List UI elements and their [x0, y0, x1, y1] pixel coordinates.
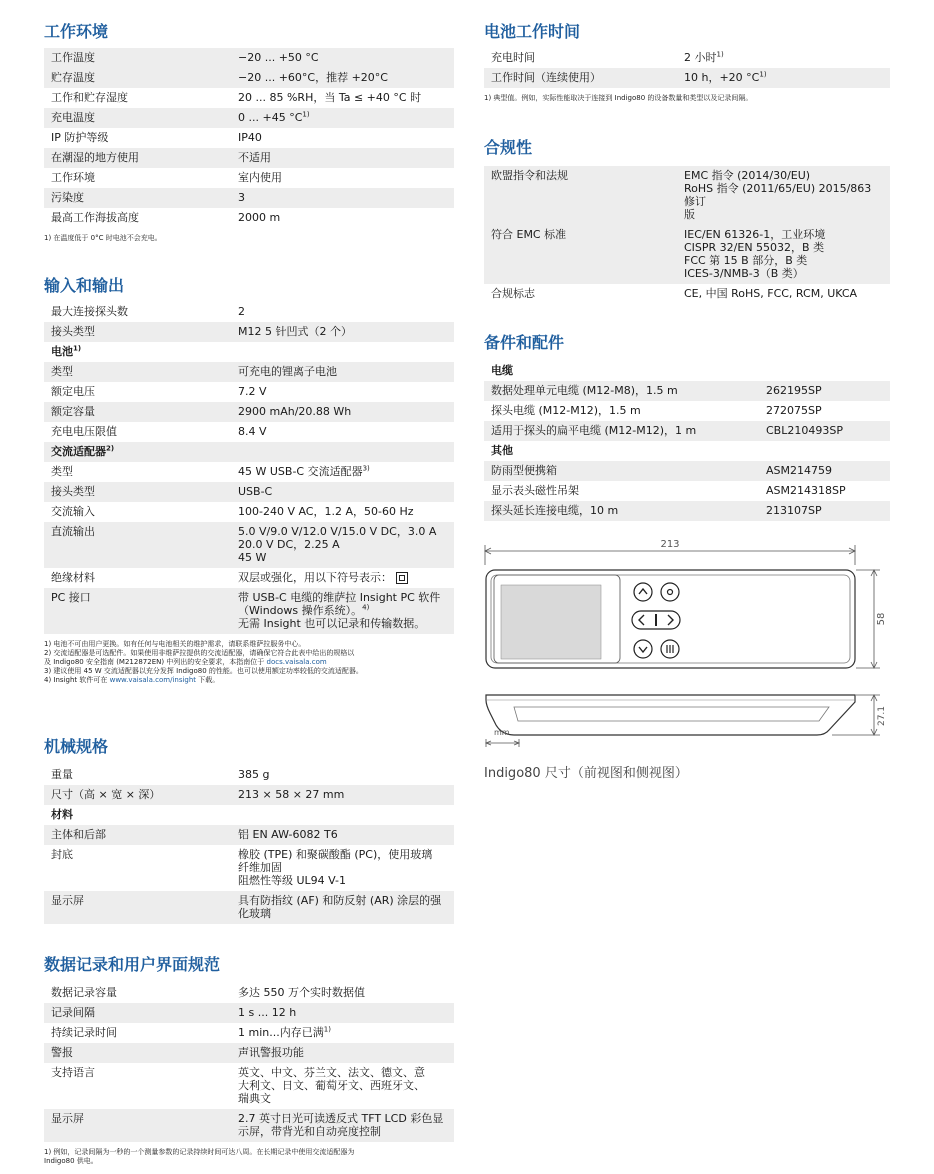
table-row: 交流输入 100-240 V AC，1.2 A，50-60 Hz: [51, 505, 414, 518]
spares-section: [484, 333, 890, 521]
io-title: 输入和输出: [44, 276, 125, 295]
compliance-table: [484, 166, 890, 304]
env-table: [44, 48, 454, 228]
spares-table: [484, 361, 890, 521]
table-row: 警报 声讯警报功能: [44, 1043, 454, 1063]
table-row: 充电温度 0 ... +45 $^\circ C^{1)}$: [44, 108, 454, 128]
env-footnote: 1) 在温度低于 0°C 时电池不会充电。: [44, 234, 162, 242]
table-row: 接头类型 USB-C: [44, 482, 454, 502]
device-side-view: [486, 695, 855, 735]
table-row: 显示屏 2.7 英寸日光可读透反式 TFT LCD 彩色显 示屏，带背光和自动亮度控制: [44, 1109, 454, 1142]
table-row: 重量 385 g: [51, 768, 270, 781]
table-row: 封底 橡胶 (TPE) 和聚碳酸酯 (PC)，使用玻璃 纤维加固 阻燃性等级 UL94 V-1: [51, 848, 433, 887]
docs-link[interactable]: docs.vaisala.com: [266, 658, 327, 666]
env-title: 工作环境: [44, 22, 109, 41]
table-row: 数据处理单元电缆 (M12-M8)，1.5 m 262195SP: [484, 381, 890, 401]
table-row: 其他: [491, 444, 513, 457]
table-row: 持续记录时间 1 min...内存已满$^{1)}$: [51, 1025, 331, 1039]
table-row: 电缆: [491, 364, 513, 377]
mech-table: [44, 765, 454, 924]
env-section: [44, 22, 454, 243]
spares-title: 备件和配件: [484, 333, 565, 352]
table-row: PC 接口 带 USB-C 电缆的维萨拉 Insight PC 软件 （Windows 操作系统）。$^{4)}$ 无需 Insight 也可以记录和传输数据。: [44, 588, 454, 634]
table-row: 工作环境 室内使用: [51, 171, 282, 184]
table-row: 工作和贮存湿度 20 ... 85 %RH，当 Ta ≤ +40 °C 时: [51, 91, 422, 104]
table-row: 接头类型 M12 5 针凹式（2 个）: [44, 322, 454, 342]
table-row: 防雨型便携箱 ASM214759: [484, 461, 890, 481]
io-table: [44, 302, 454, 634]
double-insulation-icon: [396, 572, 408, 584]
table-row: 交流适配器$^{2)}$: [44, 442, 454, 462]
table-row: 类型 可充电的锂离子电池: [44, 362, 454, 382]
table-row: 欧盟指令和法规 EMC 指令 (2014/30/EU) RoHS 指令 (2011/65/EU) 2015/863 修订 版: [484, 166, 890, 225]
table-row: 充电时间 2 小时$^{1)}$: [491, 50, 724, 64]
insight-link[interactable]: www.vaisala.com/insight: [109, 676, 197, 684]
compliance-section: [484, 138, 890, 304]
log-table: [44, 983, 454, 1142]
down-button-icon: [634, 640, 652, 658]
table-row: 污染度 3: [44, 188, 454, 208]
height-label: 58: [876, 612, 887, 626]
log-title: 数据记录和用户界面规范: [44, 955, 221, 974]
table-row: 电池$^{1)}$: [51, 344, 82, 358]
table-row: 在潮湿的地方使用 不适用: [44, 148, 454, 168]
table-row: 数据记录容量 多达 550 万个实时数据值: [51, 986, 365, 999]
battery-table: [484, 48, 890, 88]
table-row: 记录间隔 1 s ... 12 h: [44, 1003, 454, 1023]
table-row: 绝缘材料 双层或强化，用以下符号表示：: [44, 568, 454, 588]
table-row: 显示表头磁性吊架 ASM214318SP: [491, 484, 846, 497]
mech-section: [44, 737, 454, 924]
drawing-caption: Indigo80 尺寸（前视图和侧视图）: [484, 766, 688, 781]
table-row: 探头电缆 (M12-M12)，1.5 m 272075SP: [491, 404, 822, 417]
table-row: 材料: [51, 808, 73, 821]
table-row: 直流输出 5.0 V/9.0 V/12.0 V/15.0 V DC，3.0 A 20.0 V DC，2.25 A 45 W: [44, 522, 454, 568]
log-section: [44, 955, 454, 1166]
mech-title: 机械规格: [44, 737, 109, 756]
table-row: IP 防护等级 IP40: [51, 131, 262, 144]
screen-area: [501, 585, 601, 659]
log-footnote: 1) 例如，记录间隔为一秒的一个测量参数的记录持续时间可达八周。在长期记录中使用交流适配器为 Indigo80 供电。: [44, 1148, 355, 1165]
table-row: 尺寸（高 × 宽 × 深） 213 × 58 × 27 mm: [44, 785, 454, 805]
io-section: [44, 276, 454, 685]
battery-title: 电池工作时间: [484, 22, 581, 41]
width-label: 213: [660, 539, 680, 550]
table-row: 主体和后部 铝 EN AW-6082 T6: [44, 825, 454, 845]
battery-footnote: 1) 典型值。例如，实际性能取决于连接到 Indigo80 的设备数量和类型以及记录间隔。: [484, 94, 753, 102]
compliance-title: 合规性: [484, 138, 533, 157]
table-row: 显示屏 具有防指纹 (AF) 和防反射 (AR) 涂层的强 化玻璃: [44, 891, 454, 924]
device-drawing: [484, 535, 890, 755]
depth-label: 27.1: [877, 705, 887, 727]
table-row: 最高工作海拔高度 2000 m: [51, 211, 281, 224]
table-row: 贮存温度 −20 ... +60°C，推荐 +20°C: [44, 68, 454, 88]
dimension-drawing: [484, 535, 890, 785]
table-row: 适用于探头的扁平电缆 (M12-M12)，1 m CBL210493SP: [484, 421, 890, 441]
unit-scale: [486, 739, 519, 747]
table-row: 工作时间（连续使用） 10 h，+20 $^\circ C^{1)}$: [484, 68, 890, 88]
unit-label: mm: [494, 728, 510, 737]
table-row: 额定容量 2900 mAh/20.88 Wh: [44, 402, 454, 422]
device-front-view: [486, 570, 855, 668]
table-row: 最大连接探头数 2: [51, 305, 245, 318]
up-button-icon: [634, 583, 652, 601]
table-row: 符合 EMC 标准 IEC/EN 61326-1，工业环境 CISPR 32/EN 55032，B 类 FCC 第 15 B 部分，B 类 ICES-3/NMB-3（B 类）: [484, 225, 890, 284]
table-row: 额定电压 7.2 V: [51, 385, 267, 398]
battery-section: [484, 22, 890, 103]
io-footnotes: 1) 电池不可由用户更换。如有任何与电池相关的维护需求，请联系维萨拉服务中心。 2) 交流适配器是可选配件。如果使用非维萨拉提供的交流适配器，请确保它符合此表中给出的规格以 及 Indigo80 安全指南 (M212872EN) 中列出的安全要求，本指南位于 docs.vaisala.com 3) 建议使用 45 W 交流适配器以充分发挥 Indigo80 的性能。也可以使用额定功率较低的交流适配器。 4) Insight 软件可在 www.vaisala.com/insight 下载。: [44, 640, 363, 684]
table-row: 探头延长连接电缆，10 m 213107SP: [484, 501, 890, 521]
table-row: 合规标志 CE, 中国 RoHS, FCC, RCM, UKCA: [491, 287, 858, 300]
table-row: 充电电压限值 8.4 V: [51, 425, 267, 438]
table-row: 支持语言 英文、中文、芬兰文、法文、德文、意 大利文、日文、葡萄牙文、西班牙文、 瑞典文: [51, 1066, 425, 1105]
table-row: 工作温度 −20 ... +50 °C: [44, 48, 454, 68]
power-button-icon: [661, 583, 679, 601]
table-row: 类型 45 W USB-C 交流适配器$^{3)}$: [51, 464, 370, 478]
